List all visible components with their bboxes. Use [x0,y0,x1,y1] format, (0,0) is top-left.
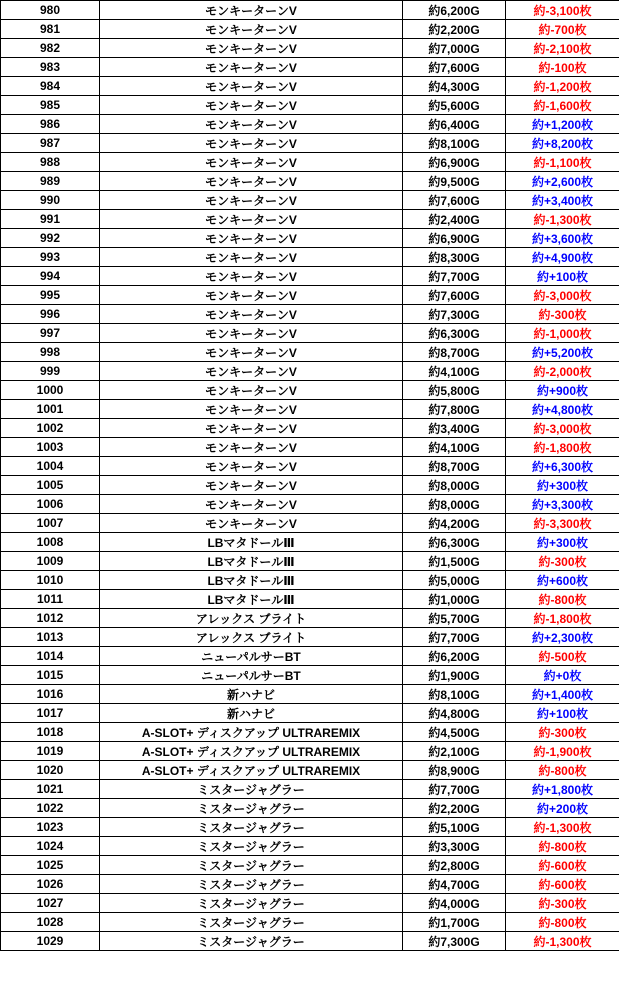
total-games-cell: 約7,700G [403,267,506,286]
table-row [1,552,619,571]
machine-name-cell: モンキーターンV [100,419,403,438]
total-games-cell: 約5,000G [403,571,506,590]
coin-diff-cell: 約+8,200枚 [506,134,619,153]
total-games-cell: 約1,700G [403,913,506,932]
coin-diff-cell: 約-1,200枚 [506,77,619,96]
table-row [1,856,619,875]
table-row [1,875,619,894]
machine-number-cell: 1024 [1,837,100,856]
machine-name-cell: モンキーターンV [100,134,403,153]
machine-name-cell: モンキーターンV [100,381,403,400]
table-row [1,20,619,39]
total-games-cell: 約8,000G [403,495,506,514]
machine-name-cell: モンキーターンV [100,438,403,457]
machine-name-cell: A-SLOT+ ディスクアップ ULTRAREMIX [100,761,403,780]
machine-name-cell: 新ハナビ [100,704,403,723]
coin-diff-cell: 約+100枚 [506,704,619,723]
machine-name-cell: モンキーターンV [100,172,403,191]
machine-number-cell: 991 [1,210,100,229]
table-row [1,229,619,248]
machine-number-cell: 1029 [1,932,100,951]
table-row [1,704,619,723]
coin-diff-cell: 約+4,800枚 [506,400,619,419]
machine-number-cell: 1014 [1,647,100,666]
machine-name-cell: ニューパルサーBT [100,647,403,666]
machine-name-cell: ミスタージャグラー [100,913,403,932]
machine-number-cell: 1003 [1,438,100,457]
coin-diff-cell: 約-300枚 [506,552,619,571]
table-row [1,39,619,58]
machine-name-cell: モンキーターンV [100,400,403,419]
coin-diff-cell: 約-1,300枚 [506,818,619,837]
table-row [1,400,619,419]
machine-number-cell: 995 [1,286,100,305]
machine-number-cell: 980 [1,1,100,20]
table-row [1,533,619,552]
machine-number-cell: 1002 [1,419,100,438]
coin-diff-cell: 約-800枚 [506,913,619,932]
machine-name-cell: LBマタドールⅢ [100,590,403,609]
total-games-cell: 約4,700G [403,875,506,894]
total-games-cell: 約9,500G [403,172,506,191]
machine-number-cell: 993 [1,248,100,267]
coin-diff-cell: 約+900枚 [506,381,619,400]
table-row [1,457,619,476]
table-row [1,77,619,96]
machine-number-cell: 1012 [1,609,100,628]
machine-number-cell: 987 [1,134,100,153]
machine-name-cell: モンキーターンV [100,362,403,381]
machine-number-cell: 998 [1,343,100,362]
machine-number-cell: 1018 [1,723,100,742]
machine-name-cell: モンキーターンV [100,1,403,20]
table-row [1,210,619,229]
machine-name-cell: モンキーターンV [100,248,403,267]
machine-number-cell: 1026 [1,875,100,894]
total-games-cell: 約5,600G [403,96,506,115]
table-row [1,419,619,438]
machine-number-cell: 1009 [1,552,100,571]
machine-number-cell: 1027 [1,894,100,913]
coin-diff-cell: 約-600枚 [506,856,619,875]
machine-name-cell: モンキーターンV [100,286,403,305]
machine-name-cell: 新ハナビ [100,685,403,704]
table-row [1,362,619,381]
table-row [1,514,619,533]
total-games-cell: 約4,000G [403,894,506,913]
table-row [1,742,619,761]
table-row [1,58,619,77]
machine-number-cell: 1013 [1,628,100,647]
table-row [1,894,619,913]
total-games-cell: 約6,200G [403,1,506,20]
total-games-cell: 約8,000G [403,476,506,495]
machine-name-cell: モンキーターンV [100,115,403,134]
table-row [1,495,619,514]
coin-diff-cell: 約-800枚 [506,761,619,780]
coin-diff-cell: 約-600枚 [506,875,619,894]
machine-number-cell: 986 [1,115,100,134]
machine-number-cell: 1010 [1,571,100,590]
machine-name-cell: ニューパルサーBT [100,666,403,685]
total-games-cell: 約8,100G [403,134,506,153]
coin-diff-cell: 約-1,300枚 [506,932,619,951]
machine-table-body [1,1,619,951]
machine-name-cell: LBマタドールⅢ [100,533,403,552]
table-row [1,191,619,210]
coin-diff-cell: 約+4,900枚 [506,248,619,267]
total-games-cell: 約8,900G [403,761,506,780]
coin-diff-cell: 約-1,800枚 [506,438,619,457]
table-row [1,267,619,286]
total-games-cell: 約7,700G [403,628,506,647]
table-row [1,96,619,115]
table-row [1,286,619,305]
total-games-cell: 約7,600G [403,286,506,305]
machine-number-cell: 999 [1,362,100,381]
machine-number-cell: 1016 [1,685,100,704]
machine-number-cell: 1008 [1,533,100,552]
total-games-cell: 約2,100G [403,742,506,761]
total-games-cell: 約3,400G [403,419,506,438]
machine-name-cell: モンキーターンV [100,210,403,229]
machine-name-cell: LBマタドールⅢ [100,571,403,590]
machine-number-cell: 997 [1,324,100,343]
machine-name-cell: モンキーターンV [100,191,403,210]
coin-diff-cell: 約+3,600枚 [506,229,619,248]
coin-diff-cell: 約-800枚 [506,590,619,609]
total-games-cell: 約8,700G [403,457,506,476]
total-games-cell: 約8,300G [403,248,506,267]
coin-diff-cell: 約-1,000枚 [506,324,619,343]
machine-number-cell: 985 [1,96,100,115]
total-games-cell: 約8,100G [403,685,506,704]
machine-name-cell: ミスタージャグラー [100,818,403,837]
total-games-cell: 約1,900G [403,666,506,685]
table-row [1,913,619,932]
total-games-cell: 約6,300G [403,533,506,552]
table-row [1,761,619,780]
total-games-cell: 約7,700G [403,780,506,799]
machine-name-cell: アレックス ブライト [100,609,403,628]
machine-number-cell: 983 [1,58,100,77]
machine-name-cell: モンキーターンV [100,495,403,514]
total-games-cell: 約8,700G [403,343,506,362]
table-row [1,780,619,799]
total-games-cell: 約5,700G [403,609,506,628]
machine-number-cell: 996 [1,305,100,324]
machine-number-cell: 1000 [1,381,100,400]
machine-number-cell: 1004 [1,457,100,476]
machine-number-cell: 989 [1,172,100,191]
total-games-cell: 約2,400G [403,210,506,229]
total-games-cell: 約4,300G [403,77,506,96]
coin-diff-cell: 約-500枚 [506,647,619,666]
total-games-cell: 約5,800G [403,381,506,400]
coin-diff-cell: 約+300枚 [506,533,619,552]
total-games-cell: 約6,900G [403,229,506,248]
machine-number-cell: 994 [1,267,100,286]
table-row [1,932,619,951]
coin-diff-cell: 約+5,200枚 [506,343,619,362]
machine-name-cell: モンキーターンV [100,324,403,343]
total-games-cell: 約1,500G [403,552,506,571]
table-row [1,723,619,742]
coin-diff-cell: 約-800枚 [506,837,619,856]
total-games-cell: 約6,400G [403,115,506,134]
machine-number-cell: 1015 [1,666,100,685]
total-games-cell: 約4,800G [403,704,506,723]
machine-number-cell: 990 [1,191,100,210]
machine-number-cell: 1028 [1,913,100,932]
machine-name-cell: モンキーターンV [100,476,403,495]
total-games-cell: 約4,100G [403,438,506,457]
machine-number-cell: 1001 [1,400,100,419]
coin-diff-cell: 約+2,300枚 [506,628,619,647]
machine-number-cell: 982 [1,39,100,58]
coin-diff-cell: 約+3,400枚 [506,191,619,210]
machine-number-cell: 1007 [1,514,100,533]
machine-number-cell: 988 [1,153,100,172]
machine-number-cell: 1021 [1,780,100,799]
coin-diff-cell: 約+1,200枚 [506,115,619,134]
total-games-cell: 約7,600G [403,191,506,210]
table-row [1,818,619,837]
machine-number-cell: 1022 [1,799,100,818]
coin-diff-cell: 約-700枚 [506,20,619,39]
coin-diff-cell: 約-1,600枚 [506,96,619,115]
total-games-cell: 約2,800G [403,856,506,875]
machine-name-cell: モンキーターンV [100,267,403,286]
machine-name-cell: ミスタージャグラー [100,837,403,856]
table-row [1,799,619,818]
table-row [1,476,619,495]
machine-name-cell: モンキーターンV [100,58,403,77]
total-games-cell: 約6,200G [403,647,506,666]
coin-diff-cell: 約+600枚 [506,571,619,590]
total-games-cell: 約7,800G [403,400,506,419]
coin-diff-cell: 約-300枚 [506,305,619,324]
coin-diff-cell: 約+100枚 [506,267,619,286]
table-row [1,1,619,20]
total-games-cell: 約3,300G [403,837,506,856]
total-games-cell: 約7,300G [403,932,506,951]
total-games-cell: 約2,200G [403,20,506,39]
table-row [1,115,619,134]
machine-name-cell: モンキーターンV [100,77,403,96]
coin-diff-cell: 約-1,300枚 [506,210,619,229]
coin-diff-cell: 約-3,100枚 [506,1,619,20]
coin-diff-cell: 約-1,100枚 [506,153,619,172]
total-games-cell: 約5,100G [403,818,506,837]
coin-diff-cell: 約+200枚 [506,799,619,818]
coin-diff-cell: 約-300枚 [506,723,619,742]
coin-diff-cell: 約-100枚 [506,58,619,77]
machine-name-cell: ミスタージャグラー [100,932,403,951]
total-games-cell: 約4,200G [403,514,506,533]
table-row [1,381,619,400]
machine-name-cell: ミスタージャグラー [100,799,403,818]
table-row [1,153,619,172]
table-row [1,248,619,267]
table-row [1,438,619,457]
table-row [1,172,619,191]
total-games-cell: 約1,000G [403,590,506,609]
coin-diff-cell: 約-1,900枚 [506,742,619,761]
table-row [1,837,619,856]
total-games-cell: 約7,300G [403,305,506,324]
machine-name-cell: モンキーターンV [100,39,403,58]
machine-number-cell: 1011 [1,590,100,609]
coin-diff-cell: 約+1,400枚 [506,685,619,704]
coin-diff-cell: 約-300枚 [506,894,619,913]
machine-name-cell: ミスタージャグラー [100,875,403,894]
machine-name-cell: アレックス ブライト [100,628,403,647]
total-games-cell: 約6,900G [403,153,506,172]
machine-name-cell: モンキーターンV [100,20,403,39]
machine-name-cell: モンキーターンV [100,229,403,248]
machine-name-cell: モンキーターンV [100,343,403,362]
table-row [1,343,619,362]
machine-name-cell: モンキーターンV [100,96,403,115]
coin-diff-cell: 約-2,000枚 [506,362,619,381]
machine-name-cell: LBマタドールⅢ [100,552,403,571]
coin-diff-cell: 約-1,800枚 [506,609,619,628]
table-row [1,628,619,647]
machine-name-cell: モンキーターンV [100,457,403,476]
machine-number-cell: 981 [1,20,100,39]
machine-number-cell: 1023 [1,818,100,837]
machine-name-cell: A-SLOT+ ディスクアップ ULTRAREMIX [100,723,403,742]
machine-number-cell: 984 [1,77,100,96]
total-games-cell: 約6,300G [403,324,506,343]
coin-diff-cell: 約-2,100枚 [506,39,619,58]
table-row [1,666,619,685]
machine-number-cell: 1020 [1,761,100,780]
total-games-cell: 約7,000G [403,39,506,58]
coin-diff-cell: 約+1,800枚 [506,780,619,799]
machine-name-cell: A-SLOT+ ディスクアップ ULTRAREMIX [100,742,403,761]
machine-name-cell: モンキーターンV [100,514,403,533]
total-games-cell: 約7,600G [403,58,506,77]
machine-name-cell: ミスタージャグラー [100,894,403,913]
coin-diff-cell: 約+3,300枚 [506,495,619,514]
table-row [1,685,619,704]
coin-diff-cell: 約-3,300枚 [506,514,619,533]
total-games-cell: 約2,200G [403,799,506,818]
table-row [1,609,619,628]
coin-diff-cell: 約+6,300枚 [506,457,619,476]
table-row [1,324,619,343]
machine-name-cell: ミスタージャグラー [100,780,403,799]
table-row [1,571,619,590]
machine-number-cell: 1019 [1,742,100,761]
coin-diff-cell: 約+300枚 [506,476,619,495]
machine-number-cell: 1025 [1,856,100,875]
table-row [1,647,619,666]
coin-diff-cell: 約-3,000枚 [506,286,619,305]
machine-number-cell: 1005 [1,476,100,495]
machine-name-cell: モンキーターンV [100,305,403,324]
machine-name-cell: モンキーターンV [100,153,403,172]
machine-number-cell: 992 [1,229,100,248]
total-games-cell: 約4,500G [403,723,506,742]
coin-diff-cell: 約+0枚 [506,666,619,685]
coin-diff-cell: 約-3,000枚 [506,419,619,438]
total-games-cell: 約4,100G [403,362,506,381]
machine-name-cell: ミスタージャグラー [100,856,403,875]
table-row [1,134,619,153]
coin-diff-cell: 約+2,600枚 [506,172,619,191]
table-row [1,305,619,324]
machine-number-cell: 1006 [1,495,100,514]
machine-number-cell: 1017 [1,704,100,723]
table-row [1,590,619,609]
